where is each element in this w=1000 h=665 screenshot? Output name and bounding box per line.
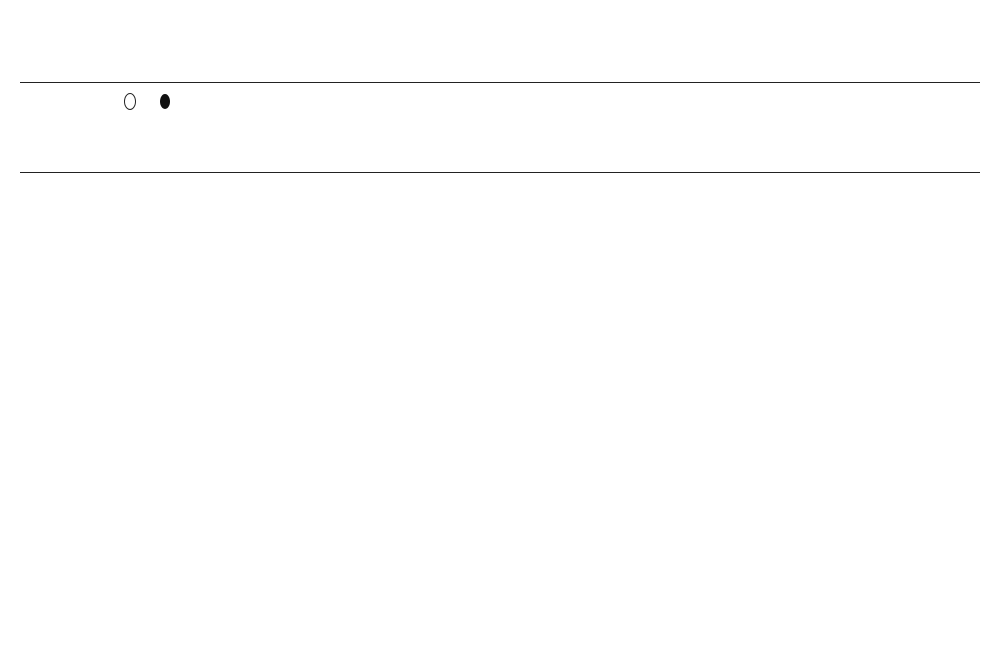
instruction-b — [60, 112, 960, 132]
timing-marks-right — [988, 0, 998, 665]
empty-oval-icon — [124, 93, 136, 110]
instruction-c — [60, 131, 960, 151]
timing-marks-left — [2, 0, 12, 665]
instructions-divider — [20, 172, 980, 173]
instruction-a — [60, 92, 960, 112]
filled-oval-icon — [160, 94, 170, 109]
header-divider — [20, 82, 980, 83]
instruction-d — [60, 150, 960, 170]
